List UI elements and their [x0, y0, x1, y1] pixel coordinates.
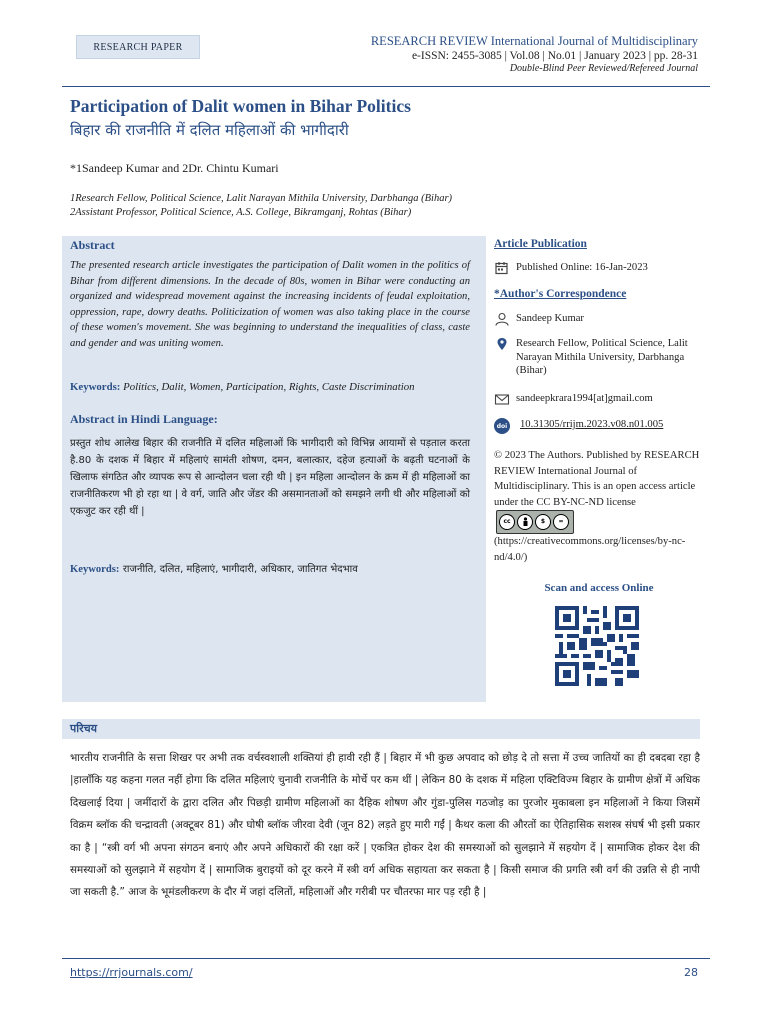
scan-heading: Scan and access Online [544, 582, 654, 594]
keywords-value: Politics, Dalit, Women, Participation, Rights, Caste Discrimination [123, 381, 415, 393]
hindi-abstract-heading: Abstract in Hindi Language: [70, 412, 218, 426]
intro-text: भारतीय राजनीति के सत्ता शिखर पर अभी तक वर्चस्वशाली शक्तियां ही हावी रही हैं | बिहार में भी कुछ अपवाद को छोड़ दे तो सत्ता में उच्च जातियों का ही दबदबा रहा है |हालाँकि यह कहना गलत नहीं होगा कि दलित महिलाएं चुनावी राजनीति के मोर्चे पर कम थीं | लेकिन 80 के दशक में महिला एक्टिविज्म बिहार के ग्रामीण क्षेत्रों में अधिक दिखलाई दिया | जमींदारों के द्वारा दलित और पिछड़ी ग्रामीण महिलाओं का दैहिक शोषण और गुंडा-पुलिस गठजोड़ का पुरजोर मुकाबला इन महिलाओं ने किया जिसमें विक्रम ब्लॉक की चन्द्रावती (अक्टूबर 81) और घोषी ब्लॉक जीरवा देवी (जून 82) लड़ते हुए मारी गईं | कैथर कला की औरतों का ऐतिहासिक सशस्त्र संघर्ष भी इसी प्रकार का है | “स्त्री वर्ग भी अपना संगठन बनाएं और अपने अधिकारों की रक्षा करें | एकत्रित होकर देश की समस्याओं को सुलझाने में सहयोग दें | सामाजिक होकर देश की समस्याओं को सुलझाने में सहयोग दें | सामाजिक बुराइयों को दूर करने में स्त्री वर्ग अधिक सहायता कर सकता है | किसी समाज की प्रगति स्त्री वर्ग की उन्नति से ही नापी जा सकती है.” आज के भूमंडलीकरण के दौर में जहां दलितों, महिलाओं और गरीबी पर चौतरफा मार पड़ रही है | [70, 752, 700, 899]
location-pin-icon [494, 337, 510, 351]
intro-heading: परिचय [70, 722, 97, 735]
header-divider [62, 86, 710, 87]
hindi-keywords-value: राजनीति, दलित, महिलाएं, भागीदारी, अधिकार, जातिगत भेदभाव [122, 564, 358, 575]
article-publication-heading: Article Publication [494, 238, 587, 250]
issn-line: e-ISSN: 2455-3085 | Vol.08 | No.01 | January 2023 | pp. 28-31 [411, 50, 698, 62]
hindi-abstract-text: प्रस्तुत शोध आलेख बिहार की राजनीति में दलित महिलाओं कि भागीदारी को विभिन्न आयामों से पड़ताल करता है.80 के दशक में बिहार में महिलाएं सामंती शोषण, दमन, बलात्कार, दहेज हत्याओं के बढ़ती घटनाओं के खिलाफ संगठित और व्यापक रूप से आन्दोलन चला रही थी | इन महिला आन्दोलन के क्रम में ही महिलाओं का राजनीतिकरण भी हो रहा था | वे वर्ग, जाति और जेंडर की असमानताओं को समझने लगी थी और महिलाओं को एकजुट कर रही थीं | [70, 438, 470, 517]
doi-link[interactable]: 10.31305/rrijm.2023.v08.n01.005 [520, 419, 664, 430]
doi-row [494, 418, 663, 434]
calendar-icon [494, 261, 510, 275]
intro-heading-bar [62, 719, 700, 739]
correspondence-address: Research Fellow, Political Science, Lalit Narayan Mithila University, Darbhanga (Bihar) [516, 338, 688, 376]
authors: *1Sandeep Kumar and 2Dr. Chintu Kumari [70, 161, 279, 175]
cc-license-badge[interactable] [496, 510, 574, 534]
affiliation-1: 1Research Fellow, Political Science, Lalit Narayan Mithila University, Darbhanga (Bihar) [70, 193, 453, 204]
keywords-label: Keywords: [70, 381, 121, 393]
peer-review-line: Double-Blind Peer Reviewed/Refereed Journal [509, 63, 698, 74]
nd-icon: = [553, 514, 569, 530]
page-number: 28 [684, 966, 698, 979]
correspondence-author: Sandeep Kumar [516, 313, 584, 324]
cc-icon: cc [499, 514, 515, 530]
address-row [494, 337, 698, 378]
abstract-text: The presented research article investigates the participation of Dalit women in the politics of Bihar from different dimensions. In the decade of 80s, women in Bihar were conducting an organized and widespread movement against the increasing incidents of feudal exploitation, oppression, rape, dowry deaths. Politicization of women was also taking place in the course of these women's movement. She was beginning to understand the inequalities of class, caste and gender and was uniting women. [70, 260, 470, 349]
by-icon [517, 514, 533, 530]
journal-info [371, 34, 698, 74]
footer-url[interactable]: https://rrjournals.com/ [70, 966, 193, 979]
journal-name[interactable]: RESEARCH REVIEW International Journal of Multidisciplinary [370, 34, 698, 48]
license-url[interactable]: (https://creativecommons.org/licenses/by-nc-nd/4.0/) [494, 536, 686, 563]
title-hindi: बिहार की राजनीति में दलित महिलाओं की भागीदारी [70, 121, 349, 139]
keywords [70, 381, 480, 393]
email-row [494, 392, 653, 406]
abstract-heading: Abstract [70, 238, 115, 252]
correspondence-heading: *Author's Correspondence [494, 288, 627, 300]
doi-icon: doi [494, 418, 510, 434]
title-english: Participation of Dalit women in Bihar Politics [70, 96, 411, 116]
published-row [494, 261, 648, 275]
author-row [494, 312, 584, 326]
correspondence-email[interactable]: sandeepkrara1994[at]gmail.com [516, 393, 653, 404]
license-statement: © 2023 The Authors. Published by RESEARCH REVIEW International Journal of Multidisciplinary. This is an open access article under the CC BY-NC-ND license [494, 450, 700, 508]
paper-type-badge: RESEARCH PAPER [76, 35, 200, 59]
nc-icon: $ [535, 514, 551, 530]
footer-divider [62, 958, 710, 959]
envelope-icon [494, 392, 510, 406]
hindi-keywords-label: Keywords: [70, 564, 120, 575]
hindi-keywords [70, 561, 480, 575]
published-date: Published Online: 16-Jan-2023 [516, 262, 648, 273]
qr-code-icon[interactable] [555, 606, 639, 686]
affiliation-2: 2Assistant Professor, Political Science, A.S. College, Bikramganj, Rohtas (Bihar) [70, 207, 412, 218]
person-icon [494, 312, 510, 326]
license-text [494, 448, 702, 565]
